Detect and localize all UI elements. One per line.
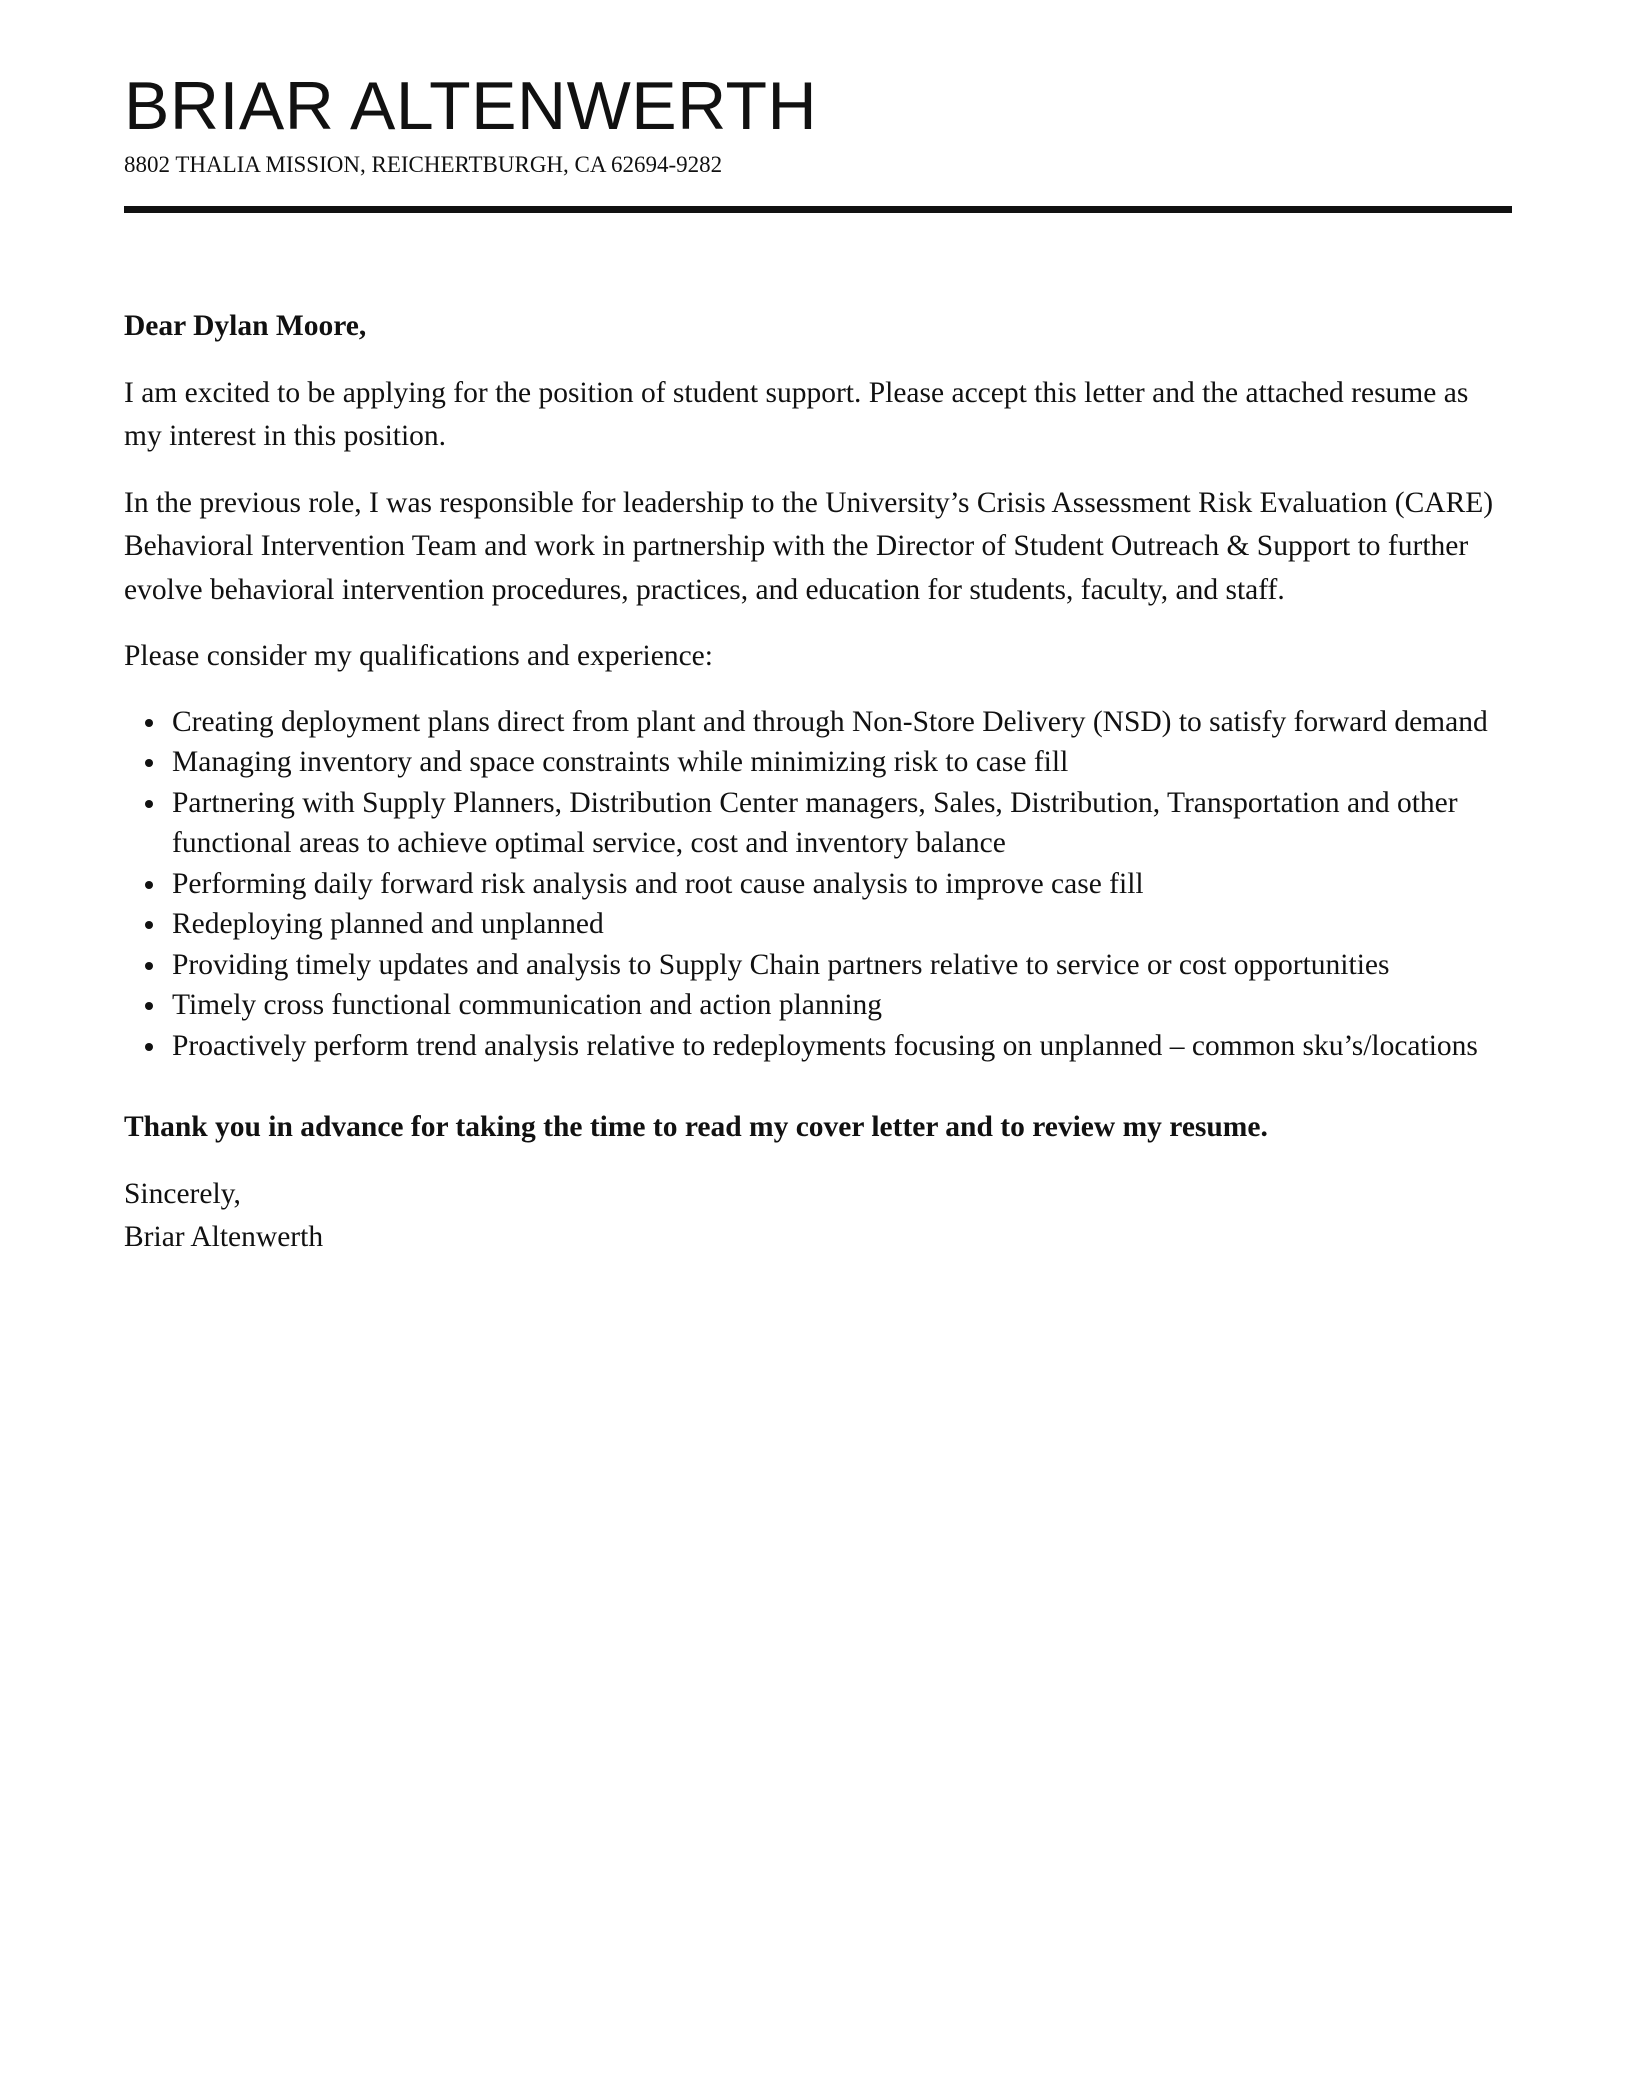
bullet-icon xyxy=(145,759,153,767)
list-item xyxy=(124,864,1512,905)
list-item-text: Partnering with Supply Planners, Distribution Center managers, Sales, Distribution, Transportation and other functional areas to achieve optimal service, cost and inventory balance xyxy=(172,786,1458,859)
list-item xyxy=(124,742,1512,783)
closing: Sincerely, xyxy=(124,1177,241,1210)
list-item xyxy=(124,1026,1512,1067)
experience-paragraph: In the previous role, I was responsible for leadership to the University’s Crisis Assessment Risk Evaluation (CARE) Behavioral Intervention Team and work in partnership with the Director of Student Outreach & Support to further evolve behavioral intervention procedures, practices, and education for students, faculty, and staff. xyxy=(124,486,1494,606)
bullet-icon xyxy=(145,1043,153,1051)
qualifications-intro: Please consider my qualifications and experience: xyxy=(124,640,713,672)
list-item-text: Proactively perform trend analysis relative to redeployments focusing on unplanned – common sku’s/locations xyxy=(172,1029,1478,1062)
bullet-icon xyxy=(145,921,153,929)
list-item xyxy=(124,985,1512,1026)
intro-paragraph: I am excited to be applying for the position of student support. Please accept this letter and the attached resume as my interest in this position. xyxy=(124,376,1469,452)
salutation: Dear Dylan Moore, xyxy=(124,310,367,342)
bullet-icon xyxy=(145,719,153,727)
list-item-text: Redeploying planned and unplanned xyxy=(172,908,604,940)
letter-body xyxy=(124,305,1512,1260)
bullet-icon xyxy=(145,881,153,889)
list-item-text: Providing timely updates and analysis to Supply Chain partners relative to service or cost opportunities xyxy=(172,948,1390,981)
applicant-name: BRIAR ALTENWERTH xyxy=(124,68,818,144)
bullet-icon xyxy=(145,800,153,808)
qualifications-list xyxy=(124,702,1512,1067)
list-item-text: Creating deployment plans direct from plant and through Non-Store Delivery (NSD) to satisfy forward demand xyxy=(172,705,1488,738)
applicant-address: 8802 THALIA MISSION, REICHERTBURGH, CA 62694-9282 xyxy=(124,152,723,177)
list-item xyxy=(124,702,1512,743)
list-item-text: Timely cross functional communication and action planning xyxy=(172,989,883,1021)
bullet-icon xyxy=(145,962,153,970)
list-item xyxy=(124,904,1512,945)
list-item xyxy=(124,783,1512,864)
bullet-icon xyxy=(145,1002,153,1010)
header-divider xyxy=(124,206,1512,213)
list-item xyxy=(124,945,1512,986)
signature: Briar Altenwerth xyxy=(124,1221,324,1253)
thank-you-note: Thank you in advance for taking the time to read my cover letter and to review my resume. xyxy=(124,1111,1268,1143)
list-item-text: Performing daily forward risk analysis and root cause analysis to improve case fill xyxy=(172,867,1144,900)
list-item-text: Managing inventory and space constraints while minimizing risk to case fill xyxy=(172,746,1069,778)
